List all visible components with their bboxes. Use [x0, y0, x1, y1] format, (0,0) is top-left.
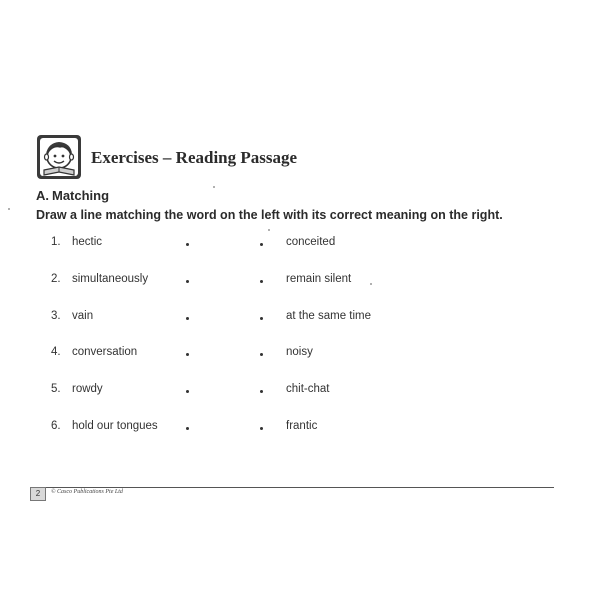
right-dot[interactable] [260, 390, 263, 393]
right-dot[interactable] [260, 427, 263, 430]
page-title: Exercises – Reading Passage [91, 148, 298, 167]
row-word: conversation [72, 346, 138, 358]
row-word: simultaneously [72, 273, 149, 285]
right-dot[interactable] [260, 280, 263, 283]
row-meaning: at the same time [286, 310, 372, 322]
row-meaning: conceited [286, 236, 336, 248]
instruction-text: Draw a line matching the word on the left with its correct meaning on the right. [36, 208, 503, 222]
row-meaning: remain silent [286, 273, 352, 285]
footer-divider [30, 487, 554, 488]
scan-speck [268, 229, 270, 231]
scan-speck [370, 283, 372, 285]
row-number: 2. [51, 273, 61, 285]
left-dot[interactable] [186, 317, 189, 320]
row-number: 3. [51, 310, 61, 322]
section-heading [36, 188, 109, 203]
matching-row [0, 383, 600, 401]
row-number: 5. [51, 383, 61, 395]
page-number: 2 [30, 487, 46, 501]
scan-speck [8, 208, 10, 210]
row-meaning: chit-chat [286, 383, 330, 395]
row-word: hold our tongues [72, 420, 158, 432]
matching-row [0, 273, 600, 291]
right-dot[interactable] [260, 353, 263, 356]
row-meaning: frantic [286, 420, 318, 432]
row-word: vain [72, 310, 94, 322]
boy-reading-icon [36, 134, 82, 180]
matching-row [0, 310, 600, 328]
row-number: 1. [51, 236, 61, 248]
section-letter: A. [36, 188, 49, 203]
left-dot[interactable] [186, 280, 189, 283]
row-meaning: noisy [286, 346, 313, 358]
left-dot[interactable] [186, 353, 189, 356]
left-dot[interactable] [186, 390, 189, 393]
left-dot[interactable] [186, 243, 189, 246]
row-number: 6. [51, 420, 61, 432]
row-word: hectic [72, 236, 103, 248]
row-word: rowdy [72, 383, 103, 395]
right-dot[interactable] [260, 243, 263, 246]
matching-row [0, 236, 600, 254]
matching-row [0, 346, 600, 364]
row-number: 4. [51, 346, 61, 358]
left-dot[interactable] [186, 427, 189, 430]
scan-speck [213, 186, 215, 188]
section-heading-label: Matching [52, 188, 110, 203]
right-dot[interactable] [260, 317, 263, 320]
matching-row [0, 420, 600, 438]
copyright-text: © Casco Publications Pte Ltd [51, 489, 123, 495]
